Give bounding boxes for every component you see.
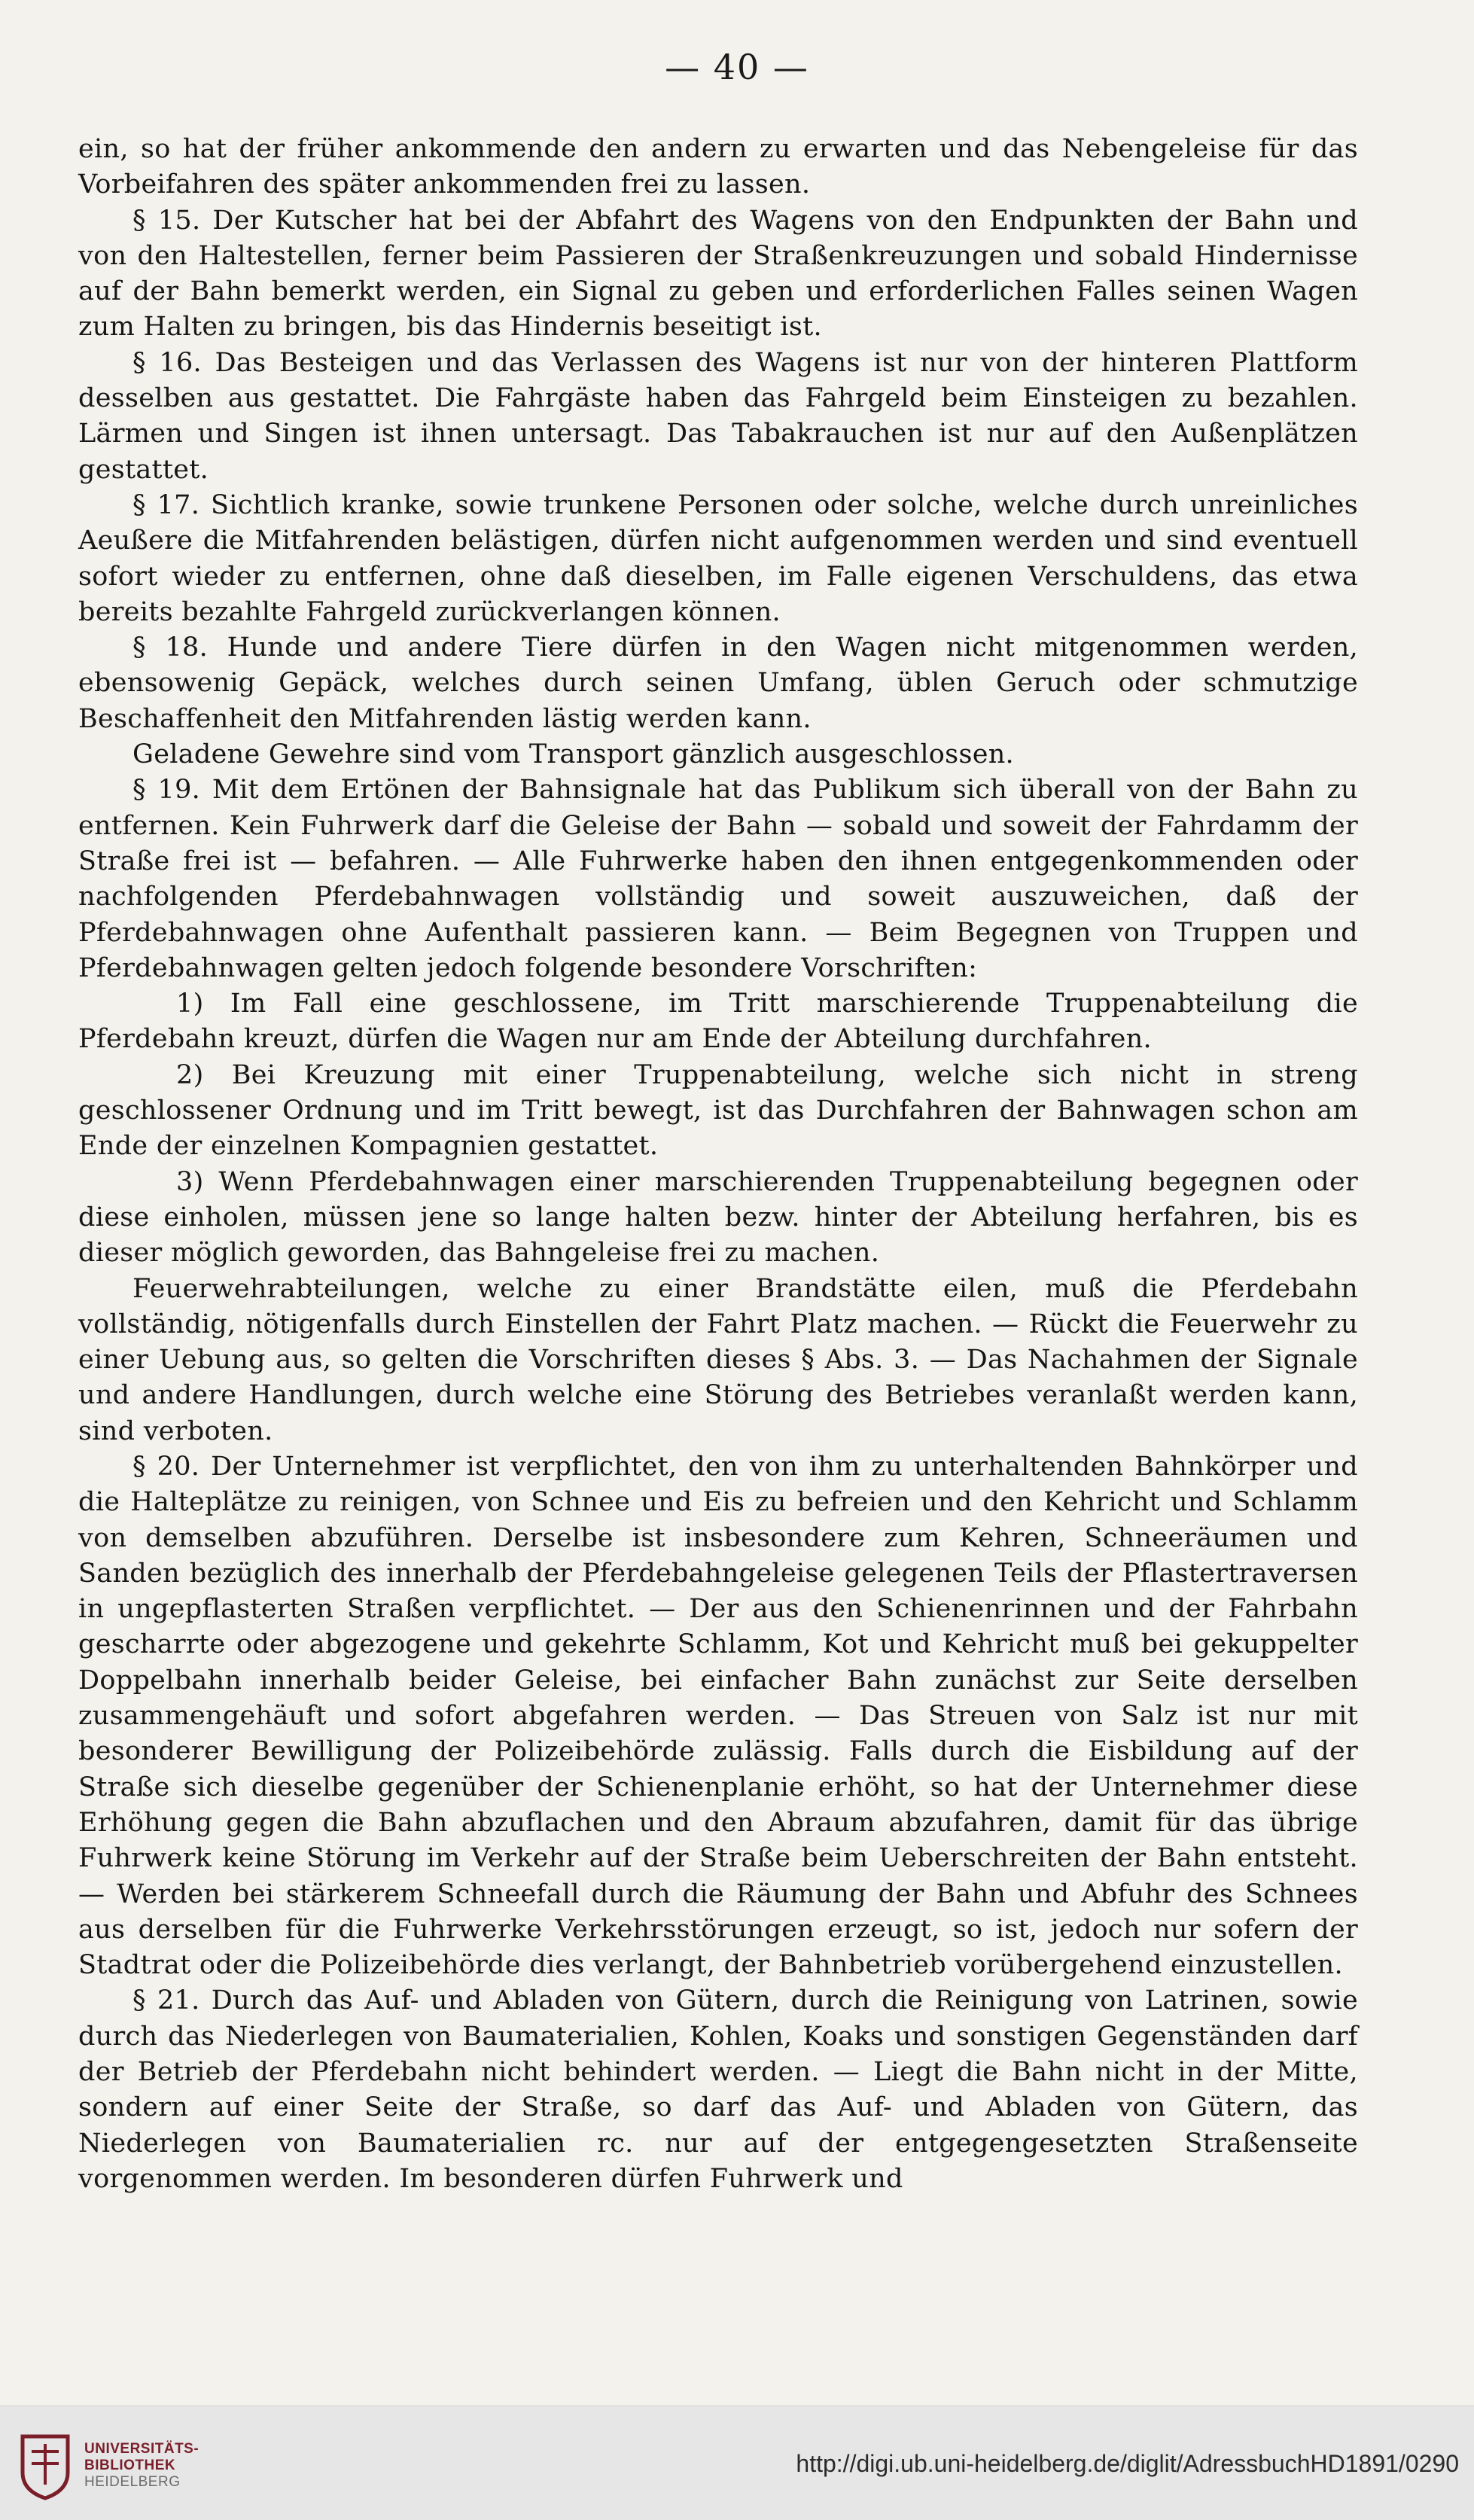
paragraph-section-19: § 19. Mit dem Ertönen der Bahnsignale hat das Publikum sich überall von der Bahn zu entfernen. Kein Fuhrwerk darf die Geleise der Bahn — sobald und soweit der Fahrdamm der Straße frei ist — befahren. — Alle Fuhrwerke haben den ihnen entgegenkommenden oder nachfolgenden Pferdebahnwagen vollständig und soweit auszuweichen, daß der Pferdebahnwagen ohne Aufenthalt passieren kann. — Beim Begegnen von Truppen und Pferdebahnwagen gelten jedoch folgende besondere Vorschriften: bbox=[78, 775, 1358, 983]
paragraph-section-16: § 16. Das Besteigen und das Verlassen des Wagens ist nur von der hinteren Plattform desselben aus gestattet. Die Fahrgäste haben das Fahrgeld beim Einsteigen zu bezahlen. Lärmen und Singen ist ihnen untersagt. Das Tabakrauchen ist nur auf den Außenplätzen gestattet. bbox=[78, 347, 1358, 485]
list-item-2: 2) Bei Kreuzung mit einer Truppenabteilung, welche sich nicht in streng geschlossener Ordnung und im Tritt bewegt, ist das Durchfahren der Bahnwagen schon am Ende der einzelnen Kompagnien gestattet. bbox=[78, 1059, 1358, 1162]
paragraph-section-15: § 15. Der Kutscher hat bei der Abfahrt des Wagens von den Endpunkten der Bahn und von den Haltestellen, ferner beim Passieren der Straßenkreuzungen und sobald Hindernisse auf der Bahn bemerkt werden, ein Signal zu geben und erforderlichen Falles seinen Wagen zum Halten zu bringen, bis das Hindernis beseitigt ist. bbox=[78, 205, 1358, 343]
logo-line: BIBLIOTHEK bbox=[84, 2458, 176, 2473]
source-url-link[interactable]: http://digi.ub.uni-heidelberg.de/diglit/AdressbuchHD1891/0290 bbox=[796, 2450, 1459, 2477]
paragraph-section-20: § 20. Der Unternehmer ist verpflichtet, den von ihm zu unterhaltenden Bahnkörper und die Halteplätze zu reinigen, von Schnee und Eis zu befreien und den Kehricht und Schlamm von demselben abzuführen. Derselbe ist insbesondere zum Kehren, Schneeräumen und Sanden bezüglich des innerhalb der Pferdebahngeleise gelegenen Teils der Pflastertraversen in ungepflasterten Straßen verpflichtet. — Der aus den Schienenrinnen und der Fahrbahn gescharrte oder abgezogene und gekehrte Schlamm, Kot und Kehricht muß bei gekuppelter Doppelbahn innerhalb beider Geleise, bei einfacher Bahn zunächst zur Seite derselben zusammengehäuft und sofort abgefahren werden. — Das Streuen von Salz ist nur mit besonderer Bewilligung der Polizeibehörde zulässig. Falls durch die Eisbildung auf der Straße sich dieselbe gegenüber der Schienenplanie erhöht, so hat der Unternehmer diese Erhöhung gegen die Bahn abzuflachen und den Abraum abzufahren, damit für das übrige Fuhrwerk keine Störung im Verkehr auf der Straße beim Ueberschreiten der Bahn entsteht. — Werden bei stärkerem Schneefall durch die Räumung der Bahn und Abfuhr des Schnees aus derselben für die Fuhrwerke Verkehrsstörungen erzeugt, so ist, jedoch nur sofern der Stadtrat oder die Polizeibehörde dies verlangt, der Bahnbetrieb vorübergehend einzustellen. bbox=[78, 1451, 1358, 1981]
library-name bbox=[84, 2441, 199, 2491]
paragraph: ein, so hat der früher ankommende den andern zu erwarten und das Nebengeleise für das Vorbeifahren des später ankommenden frei zu lassen. bbox=[78, 134, 1358, 200]
heidelberg-library-seal-icon bbox=[17, 2429, 74, 2501]
list-item-3: 3) Wenn Pferdebahnwagen einer marschierenden Truppenabteilung begegnen oder diese einholen, müssen jene so lange halten bezw. hinter der Abteilung herfahren, bis es dieser möglich geworden, das Bahngeleise frei zu machen. bbox=[78, 1166, 1358, 1269]
paragraph-section-17: § 17. Sichtlich kranke, sowie trunkene Personen oder solche, welche durch unreinliches Aeußere die Mitfahrenden belästigen, dürfen nicht aufgenommen werden und sind eventuell sofort wieder zu entfernen, ohne daß dieselben, im Falle eigenen Verschuldens, das etwa bereits bezahlte Fahrgeld zurückverlangen können. bbox=[78, 489, 1358, 627]
logo-line: HEIDELBERG bbox=[84, 2474, 181, 2490]
paragraph-section-21: § 21. Durch das Auf- und Abladen von Gütern, durch die Reinigung von Latrinen, sowie durch das Niederlegen von Baumaterialien, Kohlen, Koaks und sonstigen Gegenständen darf der Betrieb der Pferdebahn nicht behindert werden. — Liegt die Bahn nicht in der Mitte, sondern auf einer Seite der Straße, so darf das Auf- und Abladen von Gütern, das Niederlegen von Baumaterialien rc. nur auf der entgegengesetzten Straßenseite vorgenommen werden. Im besonderen dürfen Fuhrwerk und bbox=[78, 1985, 1358, 2194]
page-number: — 40 — bbox=[665, 47, 809, 87]
body-text bbox=[78, 132, 1358, 2197]
paragraph-section-18: § 18. Hunde und andere Tiere dürfen in den Wagen nicht mitgenommen werden, ebensowenig Gepäck, welches durch seinen Umfang, üblen Geruch oder schmutzige Beschaffenheit den Mitfahrenden lästig werden kann. bbox=[78, 632, 1358, 734]
footer-bar bbox=[0, 2406, 1474, 2520]
paragraph: Geladene Gewehre sind vom Transport gänzlich ausgeschlossen. bbox=[132, 739, 1014, 770]
paragraph: Feuerwehrabteilungen, welche zu einer Brandstätte eilen, muß die Pferdebahn vollständig, nötigenfalls durch Einstellen der Fahrt Platz machen. — Rückt die Feuerwehr zu einer Uebung aus, so gelten die Vorschriften dieses § Abs. 3. — Das Nachahmen der Signale und andere Handlungen, durch welche eine Störung des Betriebes veranlaßt werden kann, sind verboten. bbox=[78, 1273, 1358, 1446]
logo-line: UNIVERSITÄTS- bbox=[84, 2441, 199, 2457]
library-logo[interactable] bbox=[17, 2408, 197, 2519]
list-item-1: 1) Im Fall eine geschlossene, im Tritt marschierende Truppenabteilung die Pferdebahn kreuzt, dürfen die Wagen nur am Ende der Abteilung durchfahren. bbox=[78, 989, 1358, 1055]
